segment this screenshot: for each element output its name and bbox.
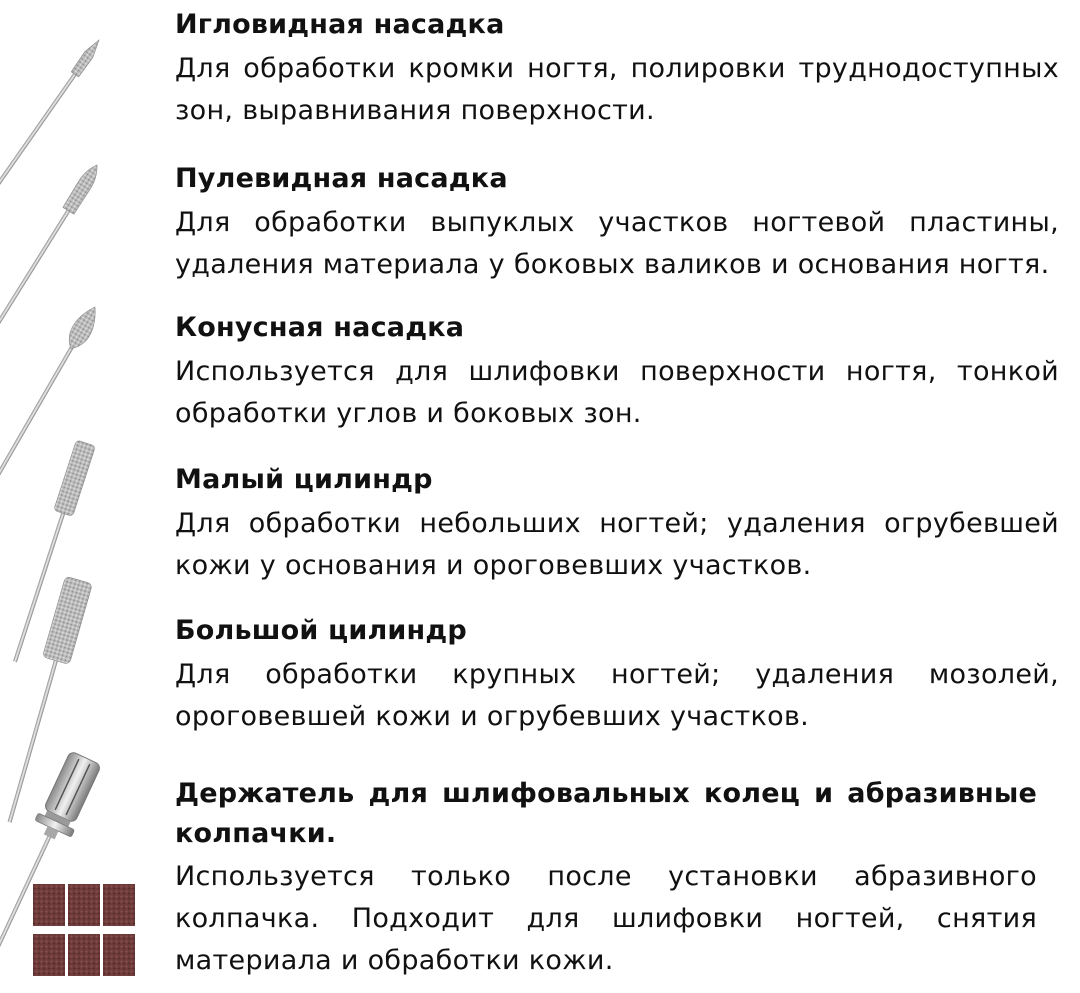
section-description: Для обработки небольших ногтей; удаления огрубевшей кожи у основания и ороговевших участков.	[175, 508, 1059, 581]
sanding-caps-icon	[33, 884, 135, 976]
section-title: Конусная насадка	[175, 312, 465, 343]
section-mandrel-holder	[175, 774, 1037, 982]
needle-bit-icon	[0, 37, 103, 239]
section-title: Большой цилиндр	[175, 615, 467, 646]
section-description: Для обработки кромки ногтя, полировки труднодоступных зон, выравнивания поверхности.	[175, 53, 1059, 126]
drill-bits-illustration	[0, 0, 170, 993]
section-title: Держатель для шлифовальных колец и абразивные колпачки.	[175, 778, 1037, 849]
section-title: Малый цилиндр	[175, 464, 433, 495]
section-description: Для обработки выпуклых участков ногтевой пластины, удаления материала у боковых валиков и основания ногтя.	[175, 207, 1059, 280]
section-description: Используется для шлифовки поверхности ногтя, тонкой обработки углов и боковых зон.	[175, 356, 1059, 429]
section-title: Игловидная насадка	[175, 9, 505, 40]
section-description: Используется только после установки абразивного колпачка. Подходит для шлифовки ногтей, снятия материала и обработки кожи.	[175, 861, 1037, 976]
section-cone-bit	[175, 311, 1059, 435]
section-title: Пулевидная насадка	[175, 163, 508, 194]
section-needle-bit	[175, 8, 1059, 132]
section-small-cylinder	[175, 463, 1059, 587]
section-bullet-bit	[175, 162, 1059, 286]
section-large-cylinder	[175, 614, 1059, 738]
section-description: Для обработки крупных ногтей; удаления мозолей, ороговевшей кожи и огрубевших участков.	[175, 659, 1059, 732]
